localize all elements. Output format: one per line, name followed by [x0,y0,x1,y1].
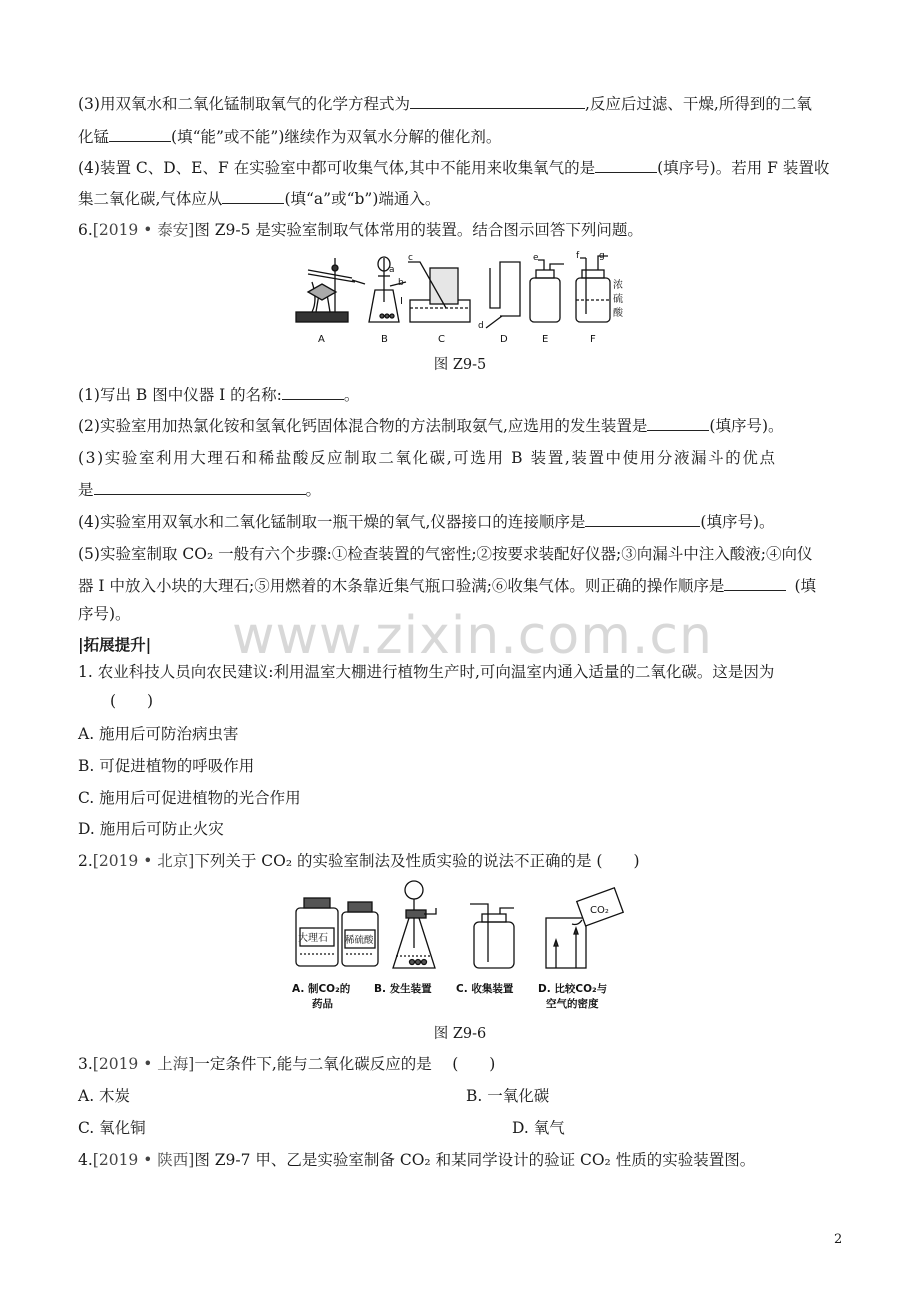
caption-d: D. 比较CO₂与 [538,983,608,995]
answer-blank[interactable] [282,384,344,400]
answer-blank[interactable] [595,157,657,173]
fig-label: A [318,334,325,345]
e4-stem: 4.[2019 • 陕西]图 Z9-7 甲、乙是实验室制备 CO₂ 和某同学设计的验证 CO₂ 性质的实验装置图。 [78,1151,756,1169]
e3-option-a[interactable]: A. 木炭 [78,1087,131,1105]
figure-z9-5 [290,248,640,346]
fig-label: D [500,334,508,345]
caption-a: 药品 [312,998,333,1010]
answer-blank[interactable] [724,575,786,591]
e2-stem: 2.[2019 • 北京]下列关于 CO₂ 的实验室制法及性质实验的说法不正确的是 ( ) [78,852,640,870]
apparatus-e [530,260,564,322]
bottle-label: 大理石 [298,933,328,944]
acid-label: 酸 [613,308,623,319]
e1-option-a[interactable]: A. 施用后可防治病虫害 [78,725,239,743]
apparatus-d [486,262,520,328]
e3-stem: 3.[2019 • 上海]一定条件下,能与二氧化碳反应的是 ( ) [78,1055,496,1073]
q6-part2: (2)实验室用加热氯化铵和氢氧化钙固体混合物的方法制取氨气,应选用的发生装置是 (填序号)。 [78,417,784,435]
q5-part3-line1: (3)用双氧水和二氧化锰制取氧气的化学方程式为 ,反应后过滤、干燥,所得到的二氧 [78,95,812,113]
e1-option-b[interactable]: B. 可促进植物的呼吸作用 [78,757,255,775]
fig-label: B [381,334,388,345]
q6-stem: 6.[2019 • 泰安]图 Z9-5 是实验室制取气体常用的装置。结合图示回答下列问题。 [78,221,643,239]
caption-d: 空气的密度 [546,998,599,1010]
figure-caption: 图 Z9-5 [433,357,487,373]
port-label: c [408,253,413,263]
fig-label: E [542,334,549,345]
caption-c: C. 收集装置 [456,983,514,995]
page-number: 2 [834,1232,843,1247]
q6-part3-line1: (3)实验室利用大理石和稀盐酸反应制取二氧化碳,可选用 B 装置,装置中使用分液漏斗的优点 [78,449,777,467]
port-label: g [599,251,605,261]
e1-stem: 1. 农业科技人员向农民建议:利用温室大棚进行植物生产时,可向温室内通入适量的二氧化碳。这是因为 [78,663,775,681]
density-comparison [546,888,623,968]
answer-blank[interactable] [94,479,306,495]
q6-part5-line3: 序号)。 [78,605,131,623]
port-label: e [533,253,539,263]
acid-label: 浓 [613,280,623,291]
answer-blank[interactable] [647,415,709,431]
caption-a: A. 制CO₂的 [292,983,351,995]
answer-blank[interactable] [222,188,284,204]
q6-part1: (1)写出 B 图中仪器 I 的名称: 。 [78,386,360,404]
q5-part4-line2: 集二氧化碳,气体应从 (填“a”或“b”)端通入。 [78,190,441,208]
q5-part3-line2: 化锰 (填“能”或不能”)继续作为双氧水分解的催化剂。 [78,128,502,146]
e1-option-c[interactable]: C. 施用后可促进植物的光合作用 [78,789,301,807]
e1-answer-bracket[interactable]: ( ) [110,692,154,710]
q6-part5-line1: (5)实验室制取 CO₂ 一般有六个步骤:①检查装置的气密性;②按要求装配好仪器;③向漏斗中注入酸液;④向仪 [78,545,813,563]
instrument-label: I [400,296,403,307]
figure-z9-6 [288,878,634,1016]
bottle-label: 稀硫酸 [345,935,374,946]
answer-blank[interactable] [585,511,700,527]
answer-blank[interactable] [109,126,171,142]
caption-b: B. 发生装置 [374,983,432,995]
apparatus-b [369,257,406,322]
e3-option-d[interactable]: D. 氧气 [512,1119,565,1137]
port-label: f [576,251,580,261]
port-label: b [398,278,404,288]
e1-option-d[interactable]: D. 施用后可防止火灾 [78,820,224,838]
watermark: www.zixin.com.cn [232,606,713,666]
fig-label: C [438,334,445,345]
q6-part4: (4)实验室用双氧水和二氧化锰制取一瓶干燥的氧气,仪器接口的连接顺序是 (填序号)。 [78,513,775,531]
section-title: |拓展提升| [78,635,152,654]
generation-apparatus [393,881,436,968]
co2-tag: CO₂ [590,905,609,916]
fig-label: F [590,334,596,345]
port-label: a [389,265,395,275]
q5-part4-line1: (4)装置 C、D、E、F 在实验室中都可收集气体,其中不能用来收集氧气的是 (填序号)。若用 F 装置收 [78,159,830,177]
apparatus-a [296,258,365,322]
apparatus-c [408,262,470,322]
reagent-bottles [296,898,378,966]
e3-option-c[interactable]: C. 氧化铜 [78,1119,146,1137]
collection-bottle [470,904,514,968]
q6-part5-line2: 器 I 中放入小块的大理石;⑤用燃着的木条靠近集气瓶口验满;⑥收集气体。则正确的操作顺序是 (填 [78,577,816,595]
port-label: d [478,321,484,331]
e3-option-b[interactable]: B. 一氧化碳 [466,1087,550,1105]
figure-caption: 图 Z9-6 [433,1026,487,1042]
apparatus-f [576,256,610,322]
q6-part3-line2: 是 。 [78,481,322,499]
acid-label: 硫 [613,294,623,305]
answer-blank[interactable] [410,93,585,109]
